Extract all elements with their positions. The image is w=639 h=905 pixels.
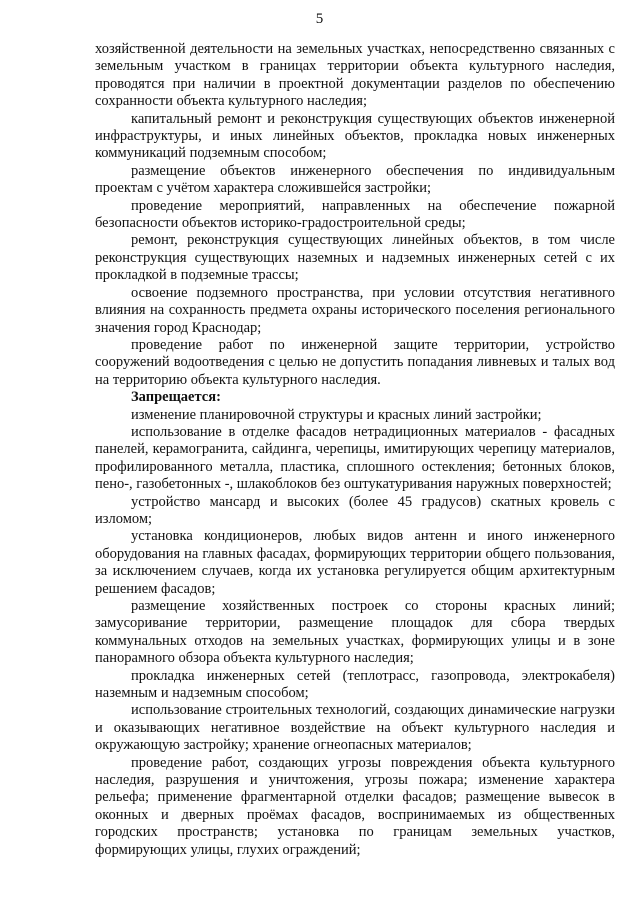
- paragraph: ремонт, реконструкция существующих линейных объектов, в том числе реконструкция существующих наземных и надземных инженерных сетей с их прокладкой в подземные трассы;: [95, 232, 615, 284]
- paragraph: использование в отделке фасадов нетрадиционных материалов - фасадных панелей, керамогранита, сайдинга, черепицы, имитирующих черепицу материалов, профилированного металла, пластика, сплошного остекления; бетонных блоков, пено-, газобетонных -, шлакоблоков без оштукатуривания наружных поверхностей;: [95, 423, 615, 493]
- paragraph: размещение объектов инженерного обеспечения по индивидуальным проектам с учётом характера сложившейся застройки;: [95, 162, 615, 197]
- paragraph: использование строительных технологий, создающих динамические нагрузки и оказывающих негативное воздействие на объект культурного наследия и окружающую застройку; хранение огнеопасных материалов;: [95, 702, 615, 754]
- document-body: [95, 41, 615, 859]
- paragraph: устройство мансард и высоких (более 45 градусов) скатных кровель с изломом;: [95, 493, 615, 527]
- paragraph: установка кондиционеров, любых видов антенн и иного инженерного оборудования на главных фасадах, формирующих территории общего пользования, за исключением случаев, когда их установка регулируется общим архитектурным решением фасадов;: [95, 528, 615, 597]
- page-number: 5: [315, 11, 324, 27]
- paragraph: капитальный ремонт и реконструкция существующих объектов инженерной инфраструктуры, и иных линейных объектов, прокладка новых инженерных коммуникаций подземным способом;: [95, 110, 615, 162]
- paragraph: освоение подземного пространства, при условии отсутствия негативного влияния на сохранность предмета охраны исторического поселения регионального значения город Краснодар;: [95, 284, 615, 336]
- paragraph: изменение планировочной структуры и красных линий застройки;: [131, 406, 542, 423]
- paragraph: проведение мероприятий, направленных на обеспечение пожарной безопасности объектов историко-градостроительной среды;: [95, 197, 615, 232]
- paragraph: размещение хозяйственных построек со стороны красных линий; замусоривание территории, размещение площадок для сбора твердых коммунальных отходов на земельных участках, формирующих улицы и в зоне панорамного обзора объекта культурного наследия;: [95, 598, 615, 667]
- paragraph: хозяйственной деятельности на земельных участках, непосредственно связанных с земельным участком в границах территории объекта культурного наследия, проводятся при наличии в проектной документации разделов по обеспечению сохранности объекта культурного наследия;: [95, 41, 615, 110]
- paragraph: прокладка инженерных сетей (теплотрасс, газопровода, электрокабеля) наземным и надземным способом;: [95, 667, 615, 702]
- section-heading: Запрещается:: [131, 389, 221, 406]
- paragraph: проведение работ по инженерной защите территории, устройство сооружений водоотведения с целью не допустить попадания ливневых и талых вод на территорию объекта культурного наследия.: [95, 336, 615, 388]
- paragraph: проведение работ, создающих угрозы повреждения объекта культурного наследия, разрушения и уничтожения, угрозы пожара; изменение характера рельефа; применение фрагментарной отделки фасадов; размещение вывесок в оконных и дверных проёмах фасадов, воспринимаемых из общественных городских пространств; установка по границам земельных участков, формирующих улицы, глухих ограждений;: [95, 754, 615, 858]
